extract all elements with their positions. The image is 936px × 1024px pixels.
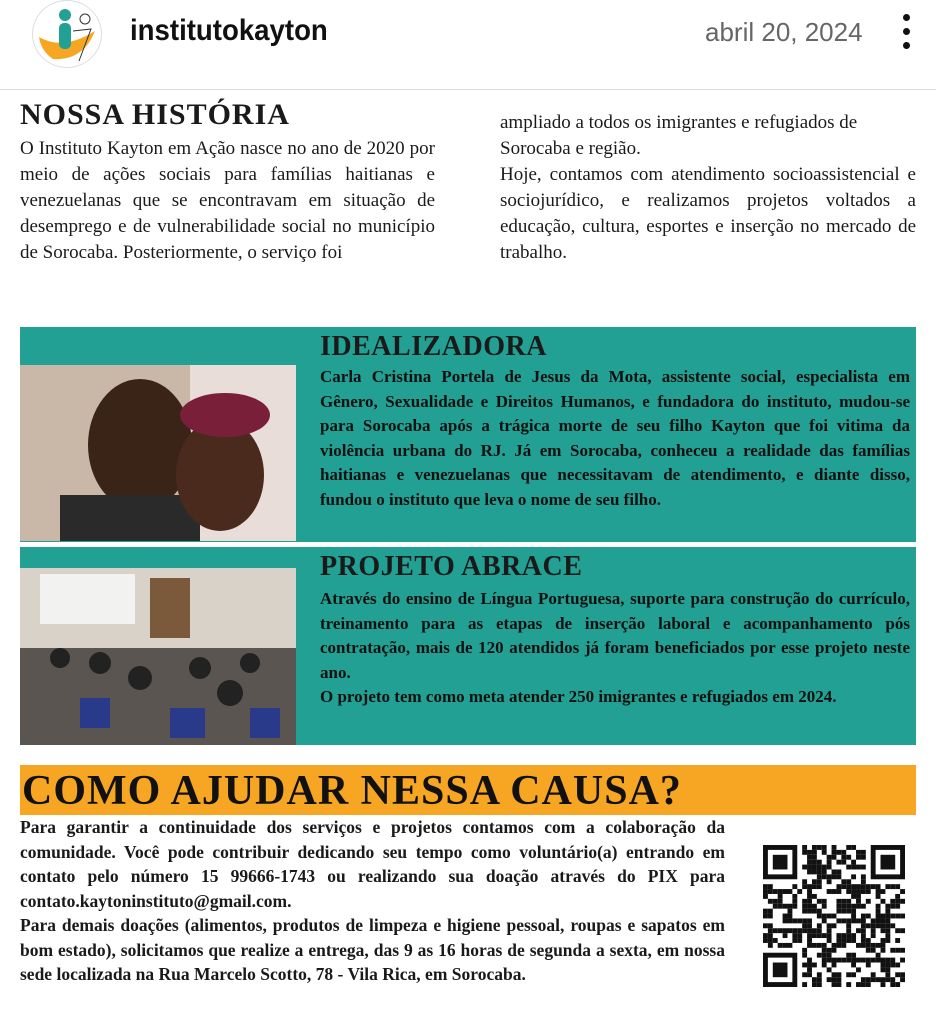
help-banner (20, 765, 916, 815)
help-text-p1: Para garantir a continuidade dos serviços e projetos contamos com a colaboração da comunidade. Você pode contribuir dedicando seu tempo como voluntário(a) entrando em contato pelo número 15 99666-1743 ou realizando sua doação através do PIX para contato.kaytoninstituto@gmail.com. (20, 817, 725, 911)
help-text-p2: Para demais doações (alimentos, produtos de limpeza e higiene pessoal, roupas e sapatos em bom estado), solicitamos que realize a entrega, das 9 as 16 horas de segunda a sexta, em nossa sede localizada na Rua Marcelo Scotto, 78 - Vila Rica, em Sorocaba. (20, 915, 725, 984)
username[interactable]: institutokayton (130, 14, 328, 47)
classroom-photo (20, 568, 296, 745)
history-right-text (500, 110, 916, 266)
help-text (20, 815, 725, 987)
institute-logo-icon[interactable] (32, 0, 102, 68)
idealizadora-section (20, 327, 916, 542)
idealizadora-title: IDEALIZADORA (320, 331, 547, 362)
abrace-text (320, 587, 910, 710)
abrace-section (20, 547, 916, 745)
history-title: NOSSA HISTÓRIA (20, 98, 290, 131)
post-date: abril 20, 2024 (705, 17, 863, 47)
history-right-p2: Hoje, contamos com atendimento socioassistencial e sociojurídico, e realizamos projetos voltados a educação, cultura, esportes e inserção no mercado de trabalho. (500, 164, 916, 263)
abrace-title: PROJETO ABRACE (320, 551, 583, 582)
history-right-p1: ampliado a todos os imigrantes e refugiados de Sorocaba e região. (500, 112, 858, 159)
founder-photo (20, 365, 296, 541)
idealizadora-text: Carla Cristina Portela de Jesus da Mota, assistente social, especialista em Gênero, Sexualidade e Direitos Humanos, e fundadora do instituto, mudou-se para Sorocaba após a trágica morte de seu filho Kayton que foi vitima da violência urbana do RJ. Já em Sorocaba, conheceu a realidade das famílias haitianas e venezuelanas que necessitavam de atendimento, e diante disso, fundou o instituto que leva o nome de seu filho. (320, 367, 910, 509)
history-left-text: O Instituto Kayton em Ação nasce no ano de 2020 por meio de ações sociais para famílias haitianas e venezuelanas que se encontravam em situação de desemprego e de vulnerabilidade social no município de Sorocaba. Posteriormente, o serviço foi (20, 138, 435, 263)
abrace-text-p1: Através do ensino de Língua Portuguesa, suporte para construção do currículo, treinamento para as etapas de inserção laboral e acompanhamento pós contratação, mais de 120 atendidos já foram beneficiados por esse projeto neste ano. (320, 589, 910, 682)
post-header (0, 0, 936, 90)
abrace-text-p2: O projeto tem como meta atender 250 imigrantes e refugiados em 2024. (320, 687, 837, 706)
help-title: COMO AJUDAR NESSA CAUSA? (22, 768, 682, 814)
pix-qr-code (762, 845, 906, 987)
more-vertical-icon[interactable] (898, 14, 914, 54)
